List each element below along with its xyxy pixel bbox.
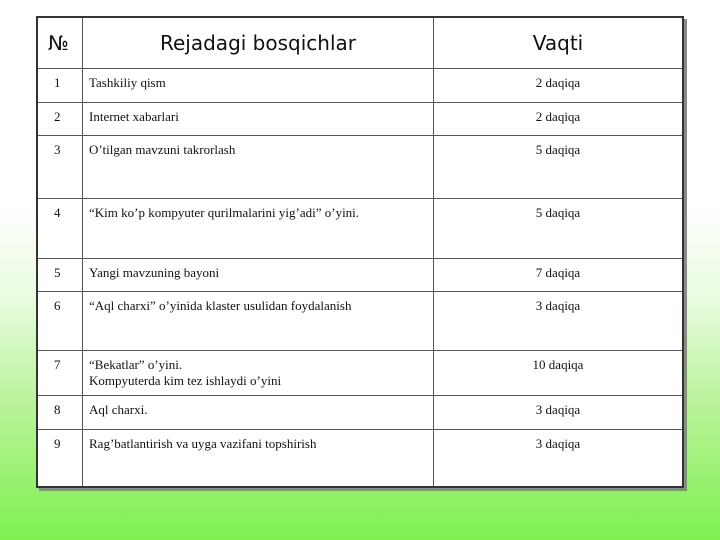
row-stage: Tashkiliy qism bbox=[83, 69, 434, 102]
table-header-row bbox=[37, 17, 683, 69]
row-stage: Rag’batlantirish va uyga vazifani topshirish bbox=[83, 429, 434, 487]
row-stage: Aql charxi. bbox=[83, 396, 434, 429]
table-row bbox=[37, 102, 683, 135]
row-number: 4 bbox=[37, 199, 83, 258]
row-time: 2 daqiqa bbox=[434, 69, 684, 102]
row-stage: O’tilgan mavzuni takrorlash bbox=[83, 135, 434, 198]
table-row bbox=[37, 291, 683, 350]
row-time: 5 daqiqa bbox=[434, 199, 684, 258]
row-time: 5 daqiqa bbox=[434, 135, 684, 198]
row-number: 3 bbox=[37, 135, 83, 198]
row-time: 3 daqiqa bbox=[434, 291, 684, 350]
header-number: № bbox=[37, 17, 83, 69]
table-row bbox=[37, 199, 683, 258]
table-row bbox=[37, 429, 683, 487]
row-stage bbox=[83, 351, 434, 396]
row-stage: “Kim ko’p kompyuter qurilmalarini yig’adi” o’yini. bbox=[83, 199, 434, 258]
table-row bbox=[37, 351, 683, 396]
row-time: 2 daqiqa bbox=[434, 102, 684, 135]
row-number: 5 bbox=[37, 258, 83, 291]
header-time: Vaqti bbox=[434, 17, 684, 69]
lesson-plan-table-wrapper bbox=[36, 16, 684, 488]
row-number: 2 bbox=[37, 102, 83, 135]
row-stage: Internet xabarlari bbox=[83, 102, 434, 135]
table-row bbox=[37, 69, 683, 102]
row-number: 9 bbox=[37, 429, 83, 487]
row-number: 6 bbox=[37, 291, 83, 350]
row-time: 10 daqiqa bbox=[434, 351, 684, 396]
row-time: 3 daqiqa bbox=[434, 429, 684, 487]
table-row bbox=[37, 396, 683, 429]
row-number: 7 bbox=[37, 351, 83, 396]
row-stage: Yangi mavzuning bayoni bbox=[83, 258, 434, 291]
lesson-plan-table bbox=[36, 16, 684, 488]
row-number: 1 bbox=[37, 69, 83, 102]
row-number: 8 bbox=[37, 396, 83, 429]
row-time: 7 daqiqa bbox=[434, 258, 684, 291]
table-row bbox=[37, 135, 683, 198]
row-stage-line: Kompyuterda kim tez ishlaydi o’yini bbox=[89, 373, 282, 389]
table-row bbox=[37, 258, 683, 291]
row-stage-line: “Bekatlar” o’yini. bbox=[89, 357, 183, 373]
header-stages: Rejadagi bosqichlar bbox=[83, 17, 434, 69]
row-time: 3 daqiqa bbox=[434, 396, 684, 429]
row-stage: “Aql charxi” o’yinida klaster usulidan foydalanish bbox=[83, 291, 434, 350]
